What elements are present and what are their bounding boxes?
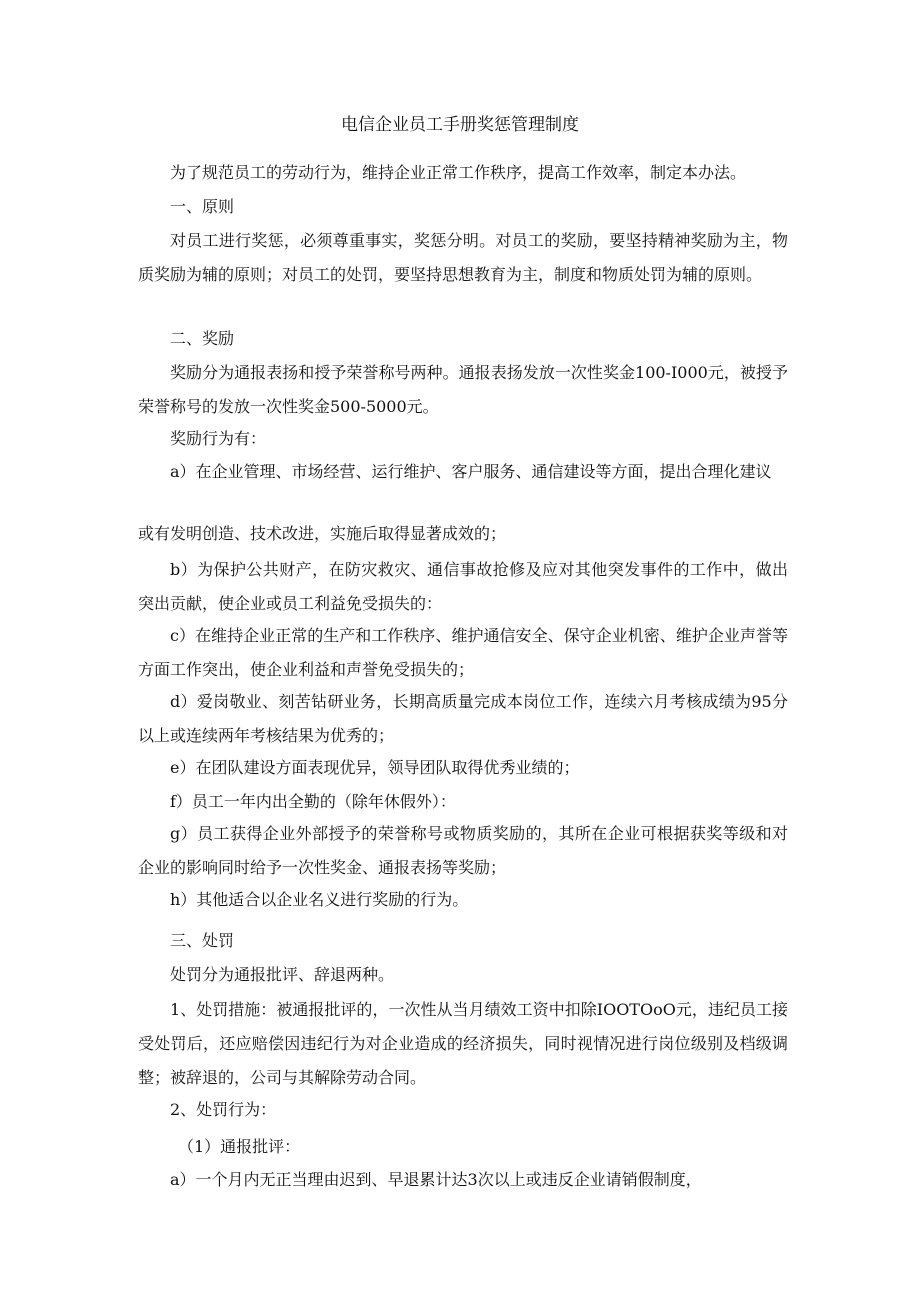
intro-paragraph: 为了规范员工的劳动行为，维持企业正常工作秩序，提高工作效率，制定本办法。 <box>170 163 747 182</box>
document-title: 电信企业员工手册奖惩管理制度 <box>341 115 579 135</box>
penalty-sub1-label: （1）通报批评： <box>178 1137 301 1156</box>
section2-heading: 二、奖励 <box>170 329 235 348</box>
section1-paragraph: 对员工进行奖惩，必须尊重事实，奖惩分明。对员工的奖励，要坚持精神奖励为主，物质奖励为辅的原则；对员工的处罚，要坚持思想教育为主，制度和物质处罚为辅的原则。 <box>138 231 788 284</box>
reward-item-d: d）爱岗敬业、刻苦钻研业务，长期高质量完成本岗位工作，连续六月考核成绩为95分以上或连续两年考核结果为优秀的； <box>138 692 788 745</box>
reward-item-a-continued: 或有发明创造、技术改进，实施后取得显著成效的； <box>138 524 507 543</box>
section2-paragraph: 奖励分为通报表扬和授予荣誉称号两种。通报表扬发放一次性奖金100-I000元，被授予荣誉称号的发放一次性奖金500-5000元。 <box>138 363 788 416</box>
reward-behaviors-label: 奖励行为有： <box>170 429 267 448</box>
reward-item-h: h）其他适合以企业名义进行奖励的行为。 <box>170 890 469 909</box>
reward-item-e: e）在团队建设方面表现优异，领导团队取得优秀业绩的； <box>170 758 580 777</box>
penalty-behaviors-label: 2、处罚行为： <box>170 1100 277 1119</box>
reward-item-b: b）为保护公共财产，在防灾救灾、通信事故抢修及应对其他突发事件的工作中，做出突出贡献，使企业或员工利益免受损失的： <box>138 560 788 613</box>
reward-item-g: g）员工获得企业外部授予的荣誉称号或物质奖励的，其所在企业可根据获奖等级和对企业的影响同时给予一次性奖金、通报表扬等奖励； <box>138 824 788 877</box>
section3-heading: 三、处罚 <box>170 931 235 950</box>
reward-item-c: c）在维持企业正常的生产和工作秩序、维护通信安全、保守企业机密、维护企业声誉等方面工作突出，使企业利益和声誉免受损失的； <box>138 626 788 679</box>
reward-item-f: f）员工一年内出全勤的（除年休假外）： <box>170 792 456 811</box>
penalty-measures: 1、处罚措施：被通报批评的，一次性从当月绩效工资中扣除IOOTOoO元，违纪员工接受处罚后，还应赔偿因违纪行为对企业造成的经济损失，同时视情况进行岗位级别及档级调整；被辞退的，公司与其解除劳动合同。 <box>138 1000 788 1087</box>
section1-heading: 一、原则 <box>170 197 235 216</box>
section3-paragraph: 处罚分为通报批评、辞退两种。 <box>170 965 395 984</box>
penalty-sub1-item-a: a）一个月内无正当理由迟到、早退累计达3次以上或违反企业请销假制度， <box>170 1170 702 1189</box>
reward-item-a: a）在企业管理、市场经营、运行维护、客户服务、通信建设等方面，提出合理化建议 <box>170 462 772 481</box>
